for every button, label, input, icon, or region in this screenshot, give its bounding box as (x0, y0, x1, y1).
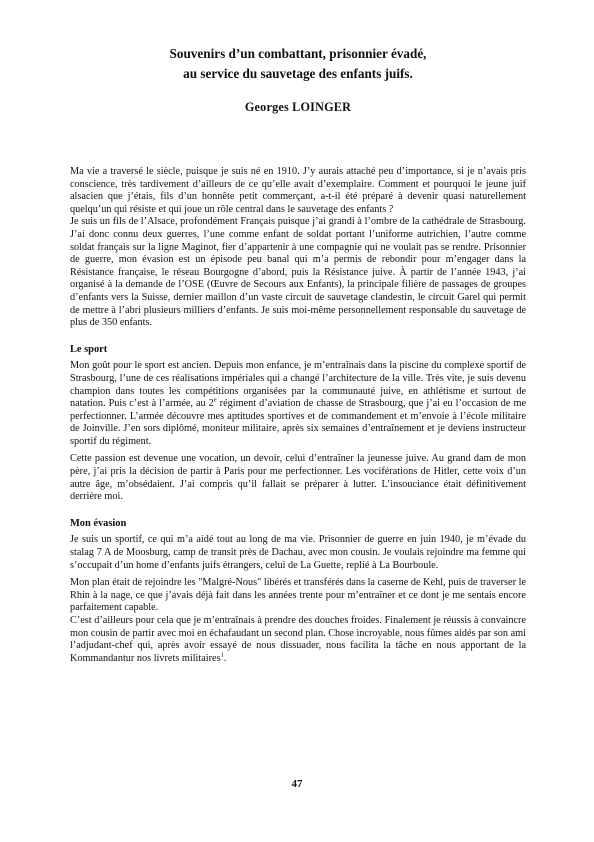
sport-paragraph-1 (70, 360, 526, 448)
intro-paragraph-1: Ma vie a traversé le siècle, puisque je suis né en 1910. J’y aurais attaché peu d’importance, si je n’avais pris conscience, très tardivement d’ailleurs de ce qu’elle avait d’exemplaire. Comment et pourquoi le jeune juif alsacien que j’étais, fils d’un honnête petit commerçant, a-t-il été préparé à devenir quasi naturellement quelqu’un qui résiste et qui joue un rôle central dans le sauvetage des enfants ? (70, 166, 526, 215)
section-heading-evasion: Mon évasion (70, 517, 127, 529)
sport-paragraph-1-text-a: Mon goût pour le sport est ancien. Depuis mon enfance, je m’entraînais dans la piscine du complexe sportif de Strasbourg, l’une de ces réalisations impériales qui a changé l’architecture de la ville. Très vite, je suis devenu champion dans toutes les compétitions organisées par la communauté juive, en athlétisme et surtout de natation. Puis c’est à l’armée, au 2 (70, 360, 526, 410)
page-number: 47 (291, 778, 303, 790)
evasion-paragraph-3 (70, 615, 526, 665)
evasion-paragraph-1: Je suis un sportif, ce qui m’a aidé tout au long de ma vie. Prisonnier de guerre en juin 1940, je m’évade du stalag 7 A de Moosburg, camp de transit près de Dachau, avec mon cousin. Je voulais rejoindre ma femme qui s’occupait d’un home d’enfants juifs étrangers, celui de La Guette, replié à La Bourboule. (70, 534, 526, 571)
title-line-1: Souvenirs d’un combattant, prisonnier évadé, (169, 46, 427, 61)
document-page (70, 44, 526, 665)
evasion-paragraph-3-text: C’est d’ailleurs pour cela que je m’entraînais à prendre des douches froides. Finalement je réussis à convaincre mon cousin de partir avec moi en échafaudant un second plan. Chose incroyable, nous fûmes aidés par son ami l’adjudant-chef qui, après avoir essayé de nous dissuader, nous facilita la tâche en nous apportant de la Kommandantur nos livrets militaires (70, 615, 526, 664)
evasion-paragraph-2: Mon plan était de rejoindre les "Malgré-Nous" libérés et transférés dans la caserne de Kehl, puis de traverser le Rhin à la nage, ce que j’avais déjà fait dans les années trente pour m’entraîner et ce dont je me sentais encore parfaitement capable. (70, 577, 526, 614)
section-heading-sport: Le sport (70, 343, 108, 355)
intro-paragraph-2: Je suis un fils de l’Alsace, profondément Français puisque j’ai grandi à l’ombre de la cathédrale de Strasbourg. J’ai donc connu deux guerres, l’une comme enfant de soldat portant l’uniforme autrichien, l’autre comme soldat français sur la ligne Maginot, fier d’appartenir à une compagnie qui ne voulait pas se rendre. Prisonnier de guerre, mon évasion est un épisode peu banal qui m’a permis de rebondir pour m’engager dans la Résistance française, le réseau Bourgogne d’abord, puis la Résistance juive. À partir de l’année 1943, j’ai organisé à la demande de l’OSE (Œuvre de Secours aux Enfants), la principale filière de passages de groupes d’enfants vers la Suisse, dernier maillon d’un vaste circuit de sauvetage clandestin, le circuit Garel qui permit de mettre à l’abri plusieurs milliers d’enfants. Je suis moi-même personnellement responsable du sauvetage de plus de 350 enfants. (70, 216, 526, 329)
ordinal-superscript: e (213, 396, 217, 404)
article-body (70, 166, 526, 665)
sport-paragraph-2: Cette passion est devenue une vocation, un devoir, celui d’entraîner la jeunesse juive. Au grand dam de mon père, j’ai pris la décision de partir à Paris pour me perfectionner. Les vociférations de Hitler, cette voix d’un autre âge, m’obsédaient. J’ai compris qu’il fallait se préparer à lutter. L’insouciance était définitivement derrière moi. (70, 453, 526, 503)
document-title (70, 44, 526, 84)
footnote-marker[interactable]: 1 (220, 651, 224, 659)
title-line-2: au service du sauvetage des enfants juifs. (183, 66, 413, 81)
evasion-paragraph-3-end: . (223, 652, 227, 664)
author-name: Georges LOINGER (244, 100, 352, 114)
sport-paragraph-1-text-b: régiment d’aviation de chasse de Strasbourg, que j’ai eu l’occasion de me perfectionner. L’armée découvre mes aptitudes sportives et de commandement et m’envoie à l’école militaire de Joinville. J’en sors diplômé, moniteur militaire, après six semaines d’entraînement et je deviens instructeur sportif du régiment. (70, 398, 526, 447)
